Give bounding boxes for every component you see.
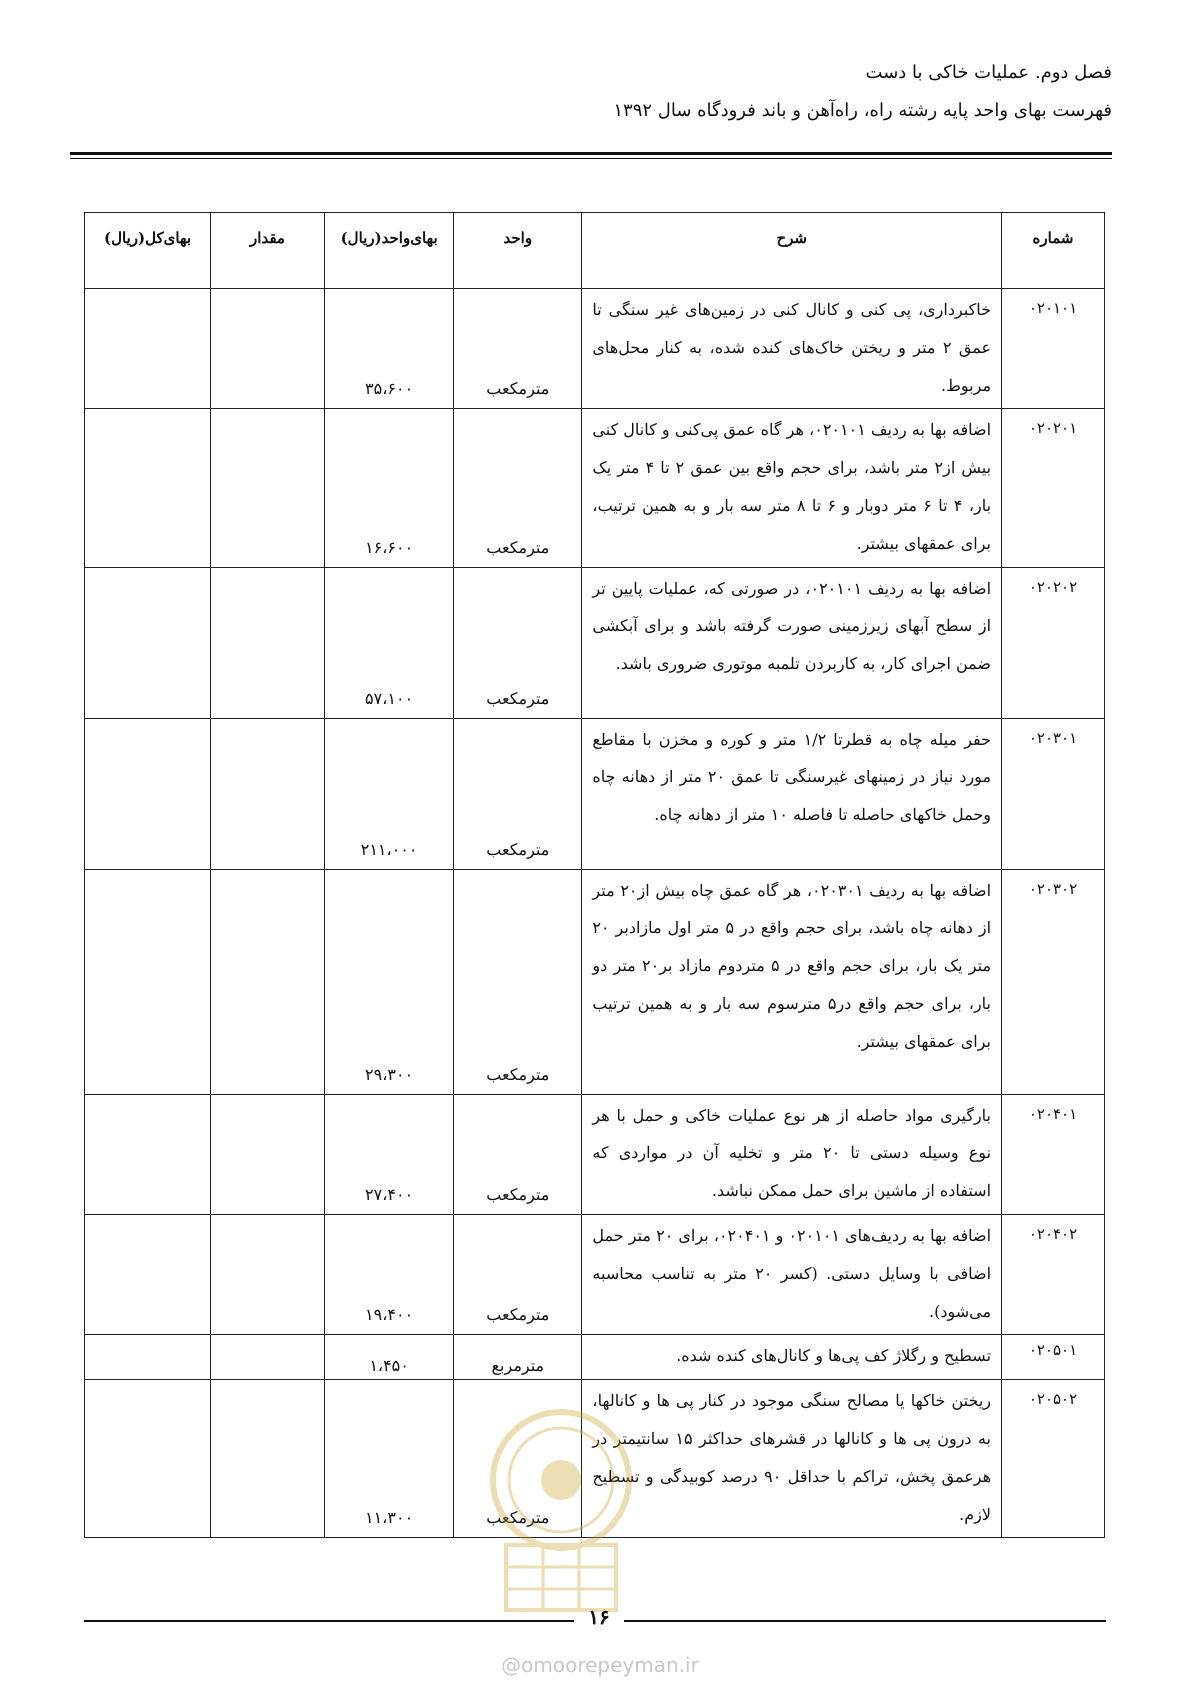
row-quantity — [211, 1380, 325, 1538]
row-number: ۰۲۰۲۰۲ — [1002, 567, 1105, 718]
row-total-price — [85, 1335, 211, 1380]
row-description: تسطیح و رگلاژ کف پی‌ها و کانال‌های کنده شده. — [582, 1335, 1002, 1380]
row-total-price — [85, 718, 211, 869]
watermark: @omoorepeyman.ir — [501, 1653, 699, 1677]
row-quantity — [211, 869, 325, 1094]
footer-rule-right — [624, 1620, 1106, 1622]
table-row — [85, 1380, 1105, 1538]
table-row — [85, 409, 1105, 567]
row-unit: مترمکعب — [454, 289, 582, 409]
row-number: ۰۲۰۴۰۱ — [1002, 1094, 1105, 1214]
row-unit-price: ۲۹،۳۰۰ — [324, 869, 453, 1094]
row-total-price — [85, 409, 211, 567]
row-unit: مترمکعب — [454, 567, 582, 718]
row-description: خاکبرداری، پی کنی و کانال کنی در زمین‌های غیر سنگی تا عمق ۲ متر و ریختن خاک‌های کنده شده، به کنار محل‌های مربوط. — [582, 289, 1002, 409]
row-unit-price: ۱،۴۵۰ — [324, 1335, 453, 1380]
row-quantity — [211, 718, 325, 869]
row-unit: مترمکعب — [454, 409, 582, 567]
row-number: ۰۲۰۲۰۱ — [1002, 409, 1105, 567]
header-rule-thick — [70, 152, 1112, 155]
table-row — [85, 289, 1105, 409]
row-unit: مترمکعب — [454, 1214, 582, 1334]
row-number: ۰۲۰۱۰۱ — [1002, 289, 1105, 409]
table-row — [85, 1335, 1105, 1380]
table-row — [85, 1094, 1105, 1214]
chapter-title: فصل دوم. عملیات خاکی با دست — [865, 62, 1112, 83]
row-unit-price: ۱۹،۴۰۰ — [324, 1214, 453, 1334]
row-unit: مترمکعب — [454, 718, 582, 869]
row-description: حفر میله چاه به قطرتا ۱/۲ متر و کوره و مخزن با مقاطع مورد نیاز در زمینهای غیرسنگی تا عمق ۲۰ متر از دهانه چاه وحمل خاکهای حاصله تا فاصله ۱۰ متر از دهانه چاه. — [582, 718, 1002, 869]
page-header — [72, 58, 1112, 126]
row-total-price — [85, 567, 211, 718]
row-description: بارگیری مواد حاصله از هر نوع عملیات خاکی و حمل با هر نوع وسیله دستی تا ۲۰ متر و تخلیه آن در مواردی که استفاده از ماشین برای حمل ممکن نباشد. — [582, 1094, 1002, 1214]
row-unit-price: ۲۷،۴۰۰ — [324, 1094, 453, 1214]
price-list-table — [84, 212, 1105, 1538]
column-header-unit: واحد — [454, 213, 582, 289]
row-unit: مترمکعب — [454, 869, 582, 1094]
page-number: ۱۶ — [588, 1605, 610, 1629]
row-description: ریختن خاکها یا مصالح سنگی موجود در کنار پی ها و کانالها، به درون پی ها و کانالها در قشرهای حداکثر ۱۵ سانتیمتر در هرعمق پخش، تراکم با حداقل ۹۰ درصد کوبیدگی و تسطیح لازم. — [582, 1380, 1002, 1538]
row-total-price — [85, 1380, 211, 1538]
row-total-price — [85, 1214, 211, 1334]
header-rule-thin — [70, 158, 1112, 159]
table-row — [85, 567, 1105, 718]
row-number: ۰۲۰۵۰۱ — [1002, 1335, 1105, 1380]
row-unit-price: ۱۱،۳۰۰ — [324, 1380, 453, 1538]
row-unit-price: ۱۶،۶۰۰ — [324, 409, 453, 567]
row-total-price — [85, 289, 211, 409]
column-header-description: شرح — [582, 213, 1002, 289]
table-header-row — [85, 213, 1105, 289]
table-row — [85, 1214, 1105, 1334]
row-number: ۰۲۰۴۰۲ — [1002, 1214, 1105, 1334]
row-quantity — [211, 1214, 325, 1334]
row-description: اضافه بها به ردیف ۰۲۰۳۰۱، هر گاه عمق چاه بیش از۲۰ متر از دهانه چاه باشد، برای حجم واقع در ۵ متر اول مازادبر ۲۰ متر یک بار، برای حجم واقع در ۵ متردوم مازاد بر۲۰ متر دو بار، برای حجم واقع در۵ مترسوم سه بار و به همین ترتیب برای عمقهای بیشتر. — [582, 869, 1002, 1094]
row-quantity — [211, 567, 325, 718]
row-description: اضافه بها به ردیف ۰۲۰۱۰۱، در صورتی که، عملیات پایین تر از سطح آبهای زیرزمینی صورت گرفته باشد و برای آبکشی ضمن اجرای کار، به کاربردن تلمبه موتوری ضروری باشد. — [582, 567, 1002, 718]
row-unit: مترمکعب — [454, 1380, 582, 1538]
row-number: ۰۲۰۵۰۲ — [1002, 1380, 1105, 1538]
column-header-total-price: بهای‌کل(ریال) — [85, 213, 211, 289]
table-row — [85, 718, 1105, 869]
row-quantity — [211, 409, 325, 567]
row-number: ۰۲۰۳۰۱ — [1002, 718, 1105, 869]
column-header-quantity: مقدار — [211, 213, 325, 289]
row-unit: مترمکعب — [454, 1094, 582, 1214]
row-description: اضافه بها به ردیف ۰۲۰۱۰۱، هر گاه عمق پی‌کنی و کانال کنی بیش از۲ متر باشد، برای حجم واقع بین عمق ۲ تا ۴ متر یک بار، ۴ تا ۶ متر دوبار و ۶ تا ۸ متر سه بار و به همین ترتیب، برای عمقهای بیشتر. — [582, 409, 1002, 567]
row-description: اضافه بها به ردیف‌های ۰۲۰۱۰۱ و ۰۲۰۴۰۱، برای ۲۰ متر حمل اضافی با وسایل دستی. (کسر ۲۰ متر به تناسب محاسبه می‌شود). — [582, 1214, 1002, 1334]
row-number: ۰۲۰۳۰۲ — [1002, 869, 1105, 1094]
document-title: فهرست بهای واحد پایه رشته راه، راه‌آهن و باند فرودگاه سال ۱۳۹۲ — [613, 100, 1112, 121]
row-total-price — [85, 869, 211, 1094]
row-quantity — [211, 289, 325, 409]
row-unit-price: ۲۱۱،۰۰۰ — [324, 718, 453, 869]
row-quantity — [211, 1335, 325, 1380]
row-unit-price: ۵۷،۱۰۰ — [324, 567, 453, 718]
column-header-unit-price: بهای‌واحد(ریال) — [324, 213, 453, 289]
footer-rule-left — [84, 1620, 574, 1622]
row-unit: مترمربع — [454, 1335, 582, 1380]
row-unit-price: ۳۵،۶۰۰ — [324, 289, 453, 409]
row-quantity — [211, 1094, 325, 1214]
table-row — [85, 869, 1105, 1094]
row-total-price — [85, 1094, 211, 1214]
column-header-number: شماره — [1002, 213, 1105, 289]
